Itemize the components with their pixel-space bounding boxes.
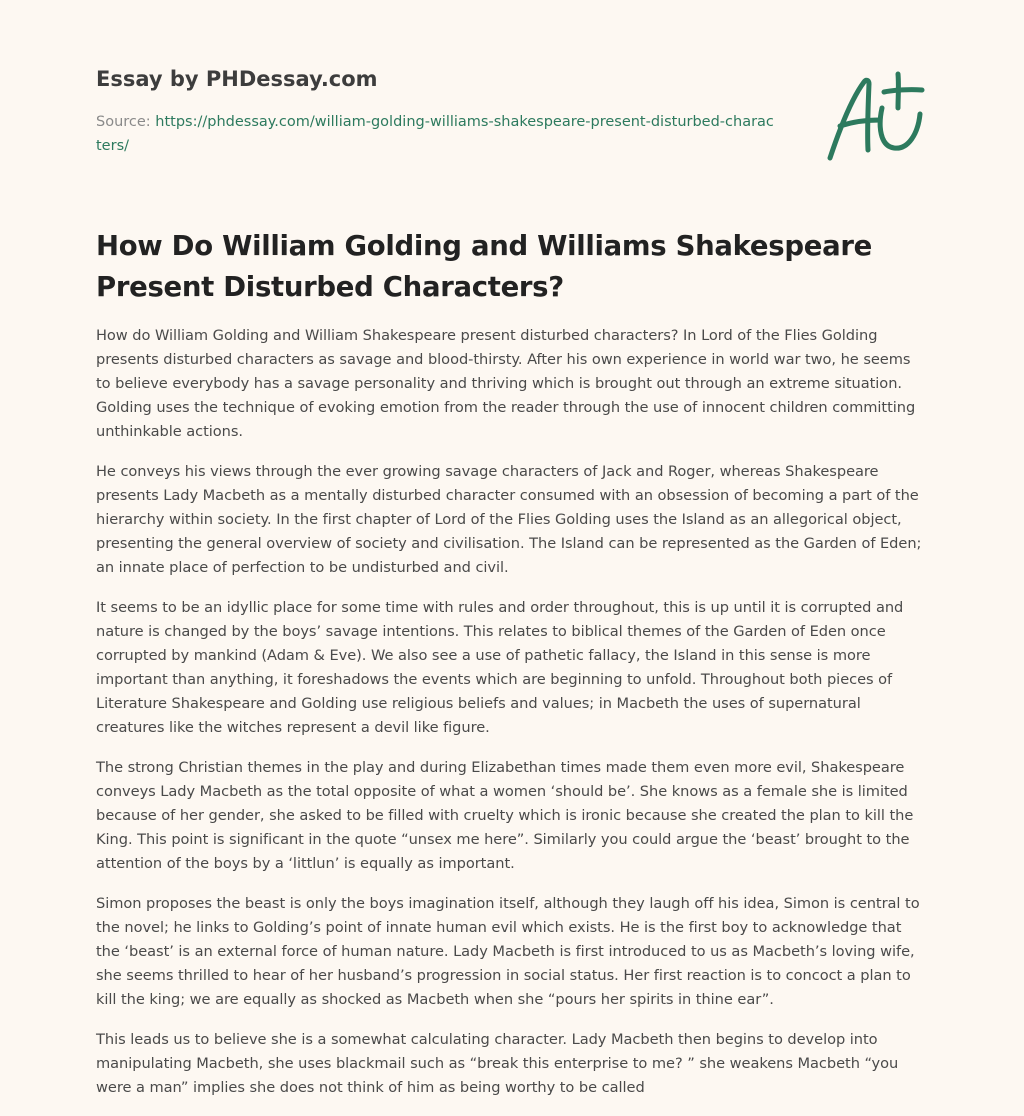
article-title: How Do William Golding and Williams Shakespeare Present Disturbed Characters? <box>96 230 872 303</box>
a-plus-grade-icon <box>822 68 932 168</box>
page-header <box>96 64 928 158</box>
paragraph: How do William Golding and William Shakespeare present disturbed characters? In Lord of the Flies Golding presents disturbed characters as savage and blood-thirsty. After his own experience in world war two, he seems to believe everybody has a savage personality and thriving which is brought out through an extreme situation. Golding uses the technique of evoking emotion from the reader through the use of innocent children committing unthinkable actions. <box>96 327 916 440</box>
paragraph: The strong Christian themes in the play and during Elizabethan times made them even more evil, Shakespeare conveys Lady Macbeth as the total opposite of what a women ‘should be’. She knows as a female she is limited because of her gender, she asked to be filled with cruelty which is ironic because she created the plan to kill the King. This point is significant in the quote “unsex me here”. Similarly you could argue the ‘beast’ brought to the attention of the boys by a ‘littlun’ is equally as important. <box>96 759 914 872</box>
paragraph: This leads us to believe she is a somewhat calculating character. Lady Macbeth then begins to develop into manipulating Macbeth, she uses blackmail such as “break this enterprise to me? ” she weakens Macbeth “you were a man” implies she does not think of him as being worthy to be called <box>96 1031 899 1096</box>
paragraph: Simon proposes the beast is only the boys imagination itself, although they laugh off his idea, Simon is central to the novel; he links to Golding’s point of innate human evil which exists. He is the first boy to acknowledge that the ‘beast’ is an external force of human nature. Lady Macbeth is first introduced to us as Macbeth’s loving wife, she seems thrilled to hear of her husband’s progression in social status. Her first reaction is to concoct a plan to kill the king; we are equally as shocked as Macbeth when she “pours her spirits in thine ear”. <box>96 895 920 1008</box>
article-body <box>96 324 928 1116</box>
source-label: Source: <box>96 114 156 130</box>
paragraph: He conveys his views through the ever growing savage characters of Jack and Roger, whereas Shakespeare presents Lady Macbeth as a mentally disturbed character consumed with an obsession of becoming a part of the hierarchy within society. In the first chapter of Lord of the Flies Golding uses the Island as an allegorical object, presenting the general overview of society and civilisation. The Island can be represented as the Garden of Eden; an innate place of perfection to be undisturbed and civil. <box>96 463 922 576</box>
paragraph: It seems to be an idyllic place for some time with rules and order throughout, this is up until it is corrupted and nature is changed by the boys’ savage intentions. This relates to biblical themes of the Garden of Eden once corrupted by mankind (Adam & Eve). We also see a use of pathetic fallacy, the Island in this sense is more important than anything, it foreshadows the events which are beginning to unfold. Throughout both pieces of Literature Shakespeare and Golding use religious beliefs and values; in Macbeth the uses of supernatural creatures like the witches represent a devil like figure. <box>96 599 904 736</box>
source-line <box>96 110 776 158</box>
source-link[interactable]: https://phdessay.com/william-golding-williams-shakespeare-present-disturbed-characters/ <box>96 114 774 154</box>
site-title: Essay by PHDessay.com <box>96 67 378 91</box>
